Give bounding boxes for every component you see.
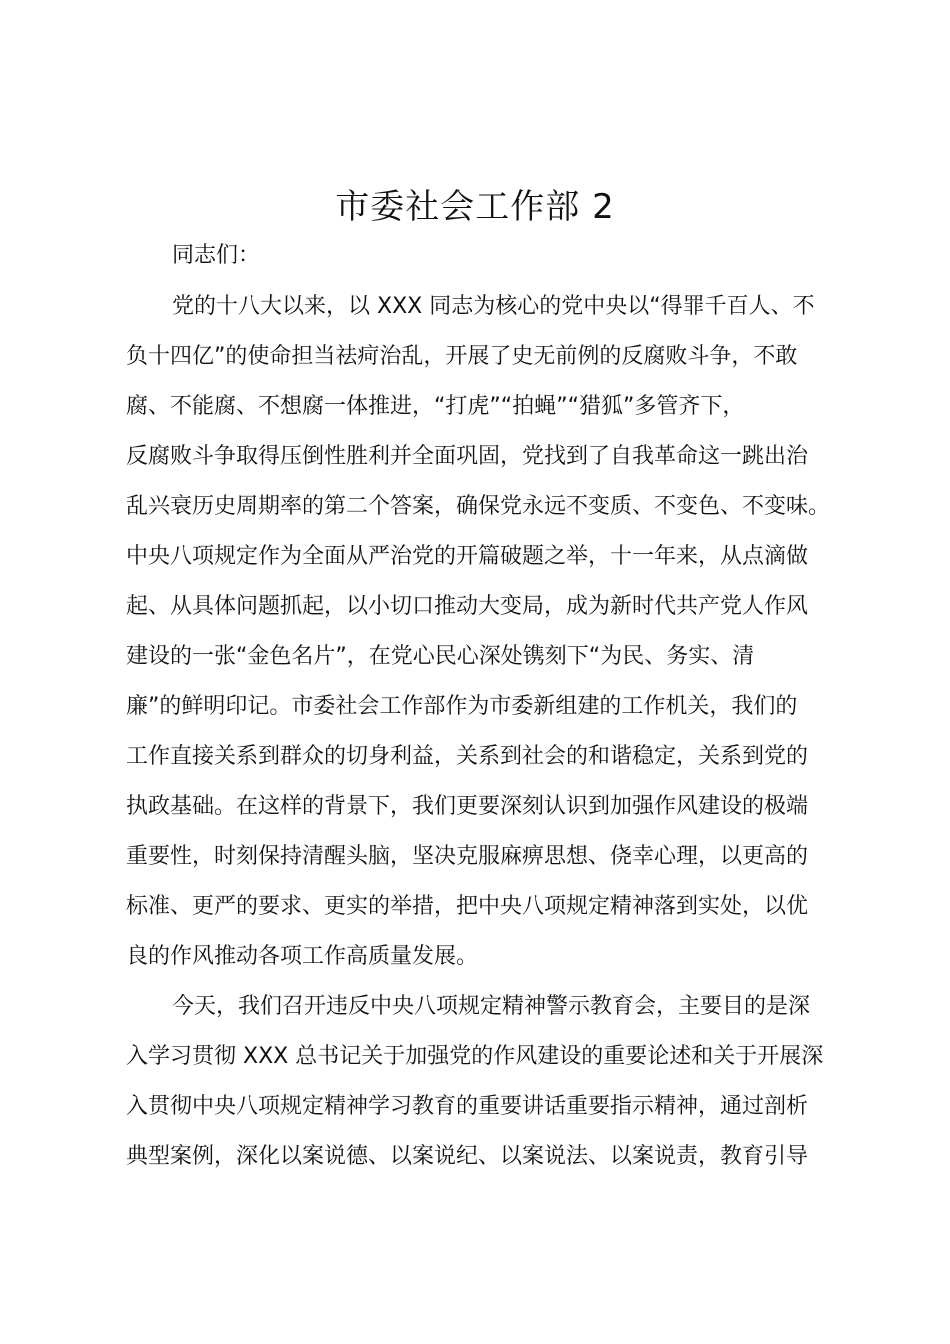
paragraph-line: 起、从具体问题抓起，以小切口推动大变局，成为新时代共产党人作风 xyxy=(126,594,809,619)
document-title: 市委社会工作部 2 xyxy=(335,187,615,227)
salutation: 同志们： xyxy=(172,243,261,268)
paragraph-line: 廉”的鲜明印记。市委社会工作部作为市委新组建的工作机关，我们的 xyxy=(126,694,798,719)
paragraph-line: 标准、更严的要求、更实的举措，把中央八项规定精神落到实处，以优 xyxy=(126,894,809,919)
paragraph-line: 中央八项规定作为全面从严治党的开篇破题之举，十一年来，从点滴做 xyxy=(126,544,809,569)
paragraph-line: 反腐败斗争取得压倒性胜利并全面巩固，党找到了自我革命这一跳出治 xyxy=(126,444,809,469)
paragraph-line: 良的作风推动各项工作高质量发展。 xyxy=(126,944,479,969)
paragraph-line: 建设的一张“金色名片”，在党心民心深处镌刻下“为民、务实、清 xyxy=(126,644,755,669)
paragraph-line: 乱兴衰历史周期率的第二个答案，确保党永远不变质、不变色、不变味。 xyxy=(126,494,831,519)
paragraph-line: 工作直接关系到群众的切身利益，关系到社会的和谐稳定，关系到党的 xyxy=(126,744,809,769)
paragraph-line: 重要性，时刻保持清醒头脑，坚决克服麻痹思想、侥幸心理，以更高的 xyxy=(126,844,809,869)
paragraph-line: 党的十八大以来，以 XXX 同志为核心的党中央以“得罪千百人、不 xyxy=(172,294,815,319)
paragraph-line: 今天，我们召开违反中央八项规定精神警示教育会，主要目的是深 xyxy=(172,994,811,1019)
paragraph-line: 腐、不能腐、不想腐一体推进，“打虎”“拍蝇”“猎狐”多管齐下， xyxy=(126,394,745,419)
paragraph-line: 执政基础。在这样的背景下，我们更要深刻认识到加强作风建设的极端 xyxy=(126,794,809,819)
paragraph-line: 负十四亿”的使命担当祛疴治乱，开展了史无前例的反腐败斗争，不敢 xyxy=(126,344,798,369)
paragraph-line: 入贯彻中央八项规定精神学习教育的重要讲话重要指示精神，通过剖析 xyxy=(126,1094,809,1119)
paragraph-line: 入学习贯彻 XXX 总书记关于加强党的作风建设的重要论述和关于开展深 xyxy=(126,1044,824,1069)
paragraph-line: 典型案例，深化以案说德、以案说纪、以案说法、以案说责，教育引导 xyxy=(126,1144,809,1169)
